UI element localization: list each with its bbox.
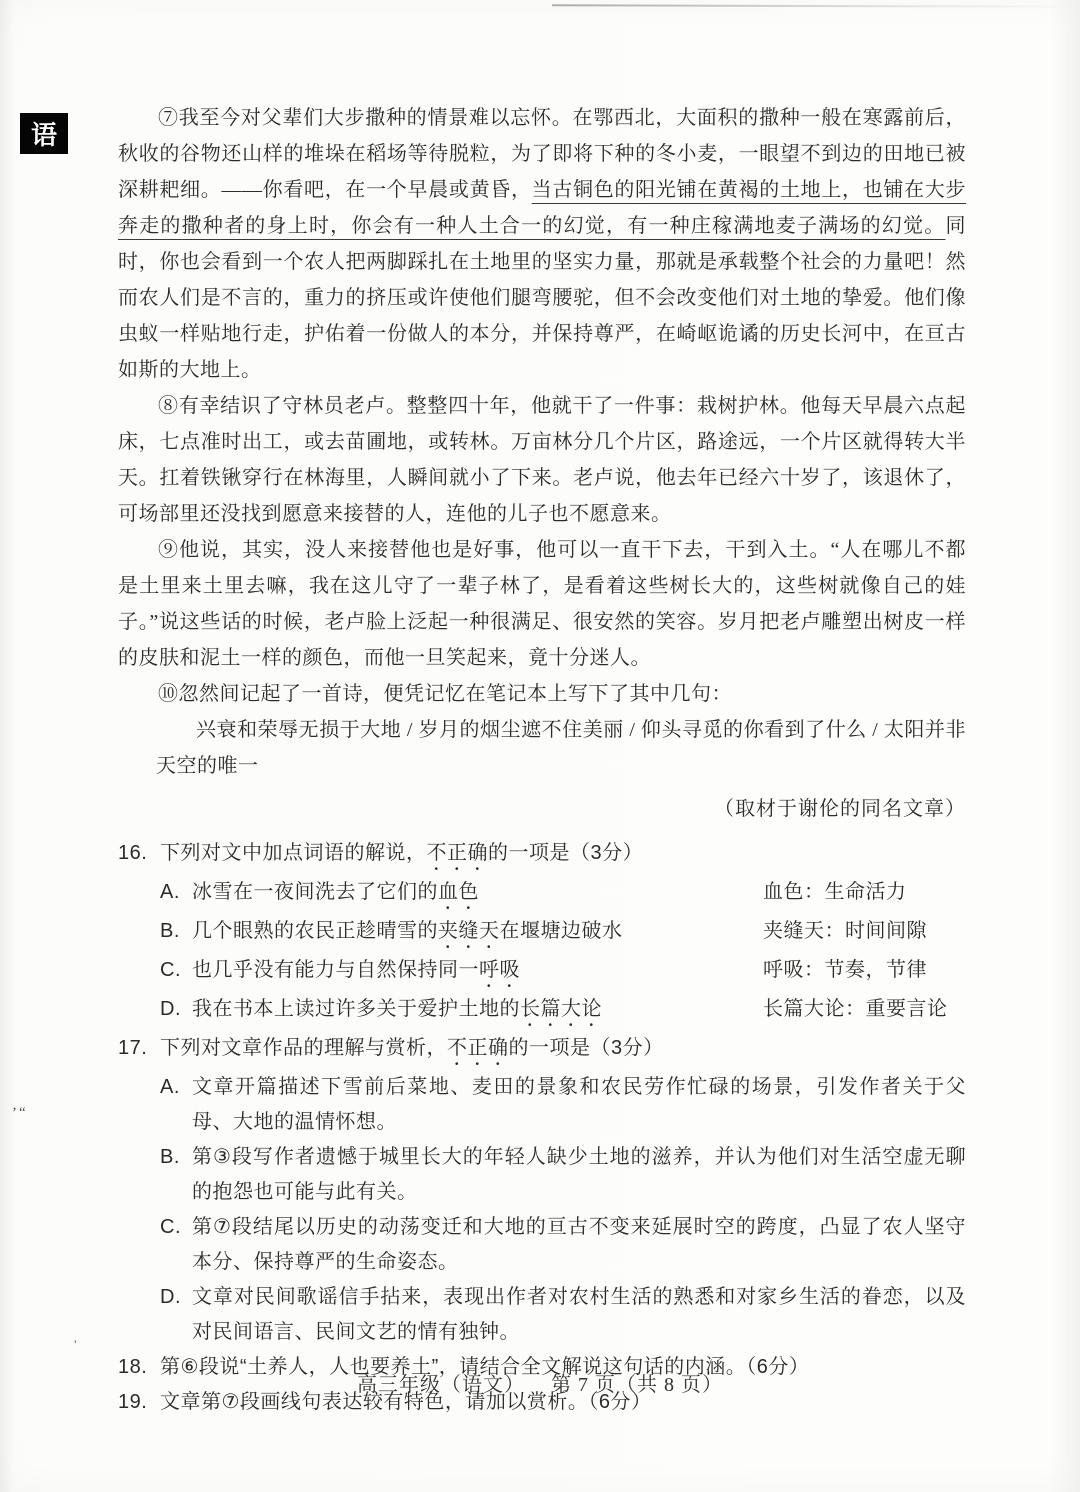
page-footer: [0, 1368, 1080, 1397]
dotted-term: 夹缝天: [438, 920, 500, 942]
question-18-text: 第⑥段说“土养人，人也要养土”，请结合全文解说这句话的内涵。（6分）: [160, 1356, 810, 1378]
option-text: 第⑦段结尾以历史的动荡变迁和大地的亘古不变来延展时空的跨度，凸显了农人坚守本分、保持尊严的生命姿态。: [192, 1216, 966, 1273]
option-letter: B.: [160, 1146, 180, 1168]
passage-paragraph-8: ⑧有幸结识了守林员老卢。整整四十年，他就干了一件事：栽树护林。他每天早晨六点起床，七点准时出工，或去苗圃地，或转林。万亩林分几个片区，路途远，一个片区就得转大半天。扛着铁锹穿行在林海里，人瞬间就小了下来。老卢说，他去年已经六十岁了，该退休了，可场部里还没找到愿意来接替的人，连他的儿子也不愿意来。: [118, 395, 966, 525]
option-gloss: 呼吸：节奏，节律: [763, 959, 927, 981]
dotted-term: 长篇大论: [520, 998, 602, 1020]
scan-mark-artifact: ’“: [12, 1105, 28, 1121]
question-17-option-d: [118, 1280, 966, 1350]
question-17-option-c: [118, 1210, 966, 1280]
option-letter: C.: [160, 959, 181, 981]
question-17-number: 17.: [118, 1037, 148, 1059]
question-17-emphasized-term: 不正确: [447, 1037, 509, 1059]
scan-mark-artifact: ’: [74, 1338, 78, 1352]
question-16-option-d: [118, 992, 966, 1031]
question-17-stem-pre: 下列对文章作品的理解与赏析，: [160, 1037, 447, 1059]
option-gloss: 长篇大论：重要言论: [763, 998, 948, 1020]
question-16-option-c: [118, 953, 966, 992]
option-text: 在堰塘边破水: [499, 920, 623, 942]
option-letter: D.: [160, 998, 181, 1020]
subject-tab: [20, 113, 68, 154]
option-text: 文章开篇描述下雪前后菜地、麦田的景象和农民劳作忙碌的场景，引发作者关于父母、大地的温情怀想。: [192, 1076, 966, 1133]
option-letter: C.: [160, 1216, 181, 1238]
option-text: 文章对民间歌谣信手拈来，表现出作者对农村生活的熟悉和对家乡生活的眷恋，以及对民间语言、民间文艺的情有独钟。: [192, 1286, 966, 1343]
paragraph-7-post: 同时，你也会看到一个农人把两脚踩扎在土地里的坚实力量，那就是承载整个社会的力量吧！然而农人们是不言的，重力的挤压或许使他们腿弯腰驼，但不会改变他们对土地的挚爱。他们像虫蚁一样贴地行走，护佑着一份做人的本分，并保持尊严，在崎岖诡谲的历史长河中，在亘古如斯的大地上。: [118, 215, 966, 381]
option-text: 我在书本上读过许多关于爱护土地的: [192, 998, 520, 1020]
question-19-text: 文章第⑦段画线句表达较有特色，请加以赏析。（6分）: [160, 1391, 652, 1413]
source-attribution: （取材于谢伦的同名文章）: [714, 798, 966, 820]
option-letter: A.: [160, 881, 180, 903]
dotted-term: 呼吸: [479, 959, 520, 981]
paragraph-7-pre: ⑦我至今对父辈们大步撒种的情景难以忘怀。在鄂西北，大面积的撒种一般在寒露前后，秋收的谷物还山样的堆垛在稻场等待脱粒，为了即将下种的冬小麦，一眼望不到边的田地已被深耕耙细。——你看吧，在一个早晨或黄昏，: [118, 107, 966, 201]
scan-streak-artifact: [552, 4, 1080, 7]
question-18-number: 18.: [118, 1356, 148, 1378]
question-section: [74, 836, 966, 1420]
underlined-sentence: 当古铜色的阳光铺在黄褐的土地上，也铺在大步奔走的撒种者的身上时，你会有一种人土合一的幻觉，有一种庄稼满地麦子满场的幻觉。: [118, 179, 967, 237]
question-16-number: 16.: [118, 842, 148, 864]
page-content: [74, 100, 967, 1420]
question-17-stem: [118, 1031, 966, 1070]
passage-paragraph-9: ⑨他说，其实，没人来接替他也是好事，他可以一直干下去，干到入土。“人在哪儿不都是土里来土里去嘛，我在这儿守了一辈子林了，是看着这些树长大的，这些树就像自己的娃子。”说这些话的时候，老卢脸上泛起一种很满足、很安然的笑容。岁月把老卢雕塑出树皮一样的皮肤和泥土一样的颜色，而他一旦笑起来，竟十分迷人。: [118, 539, 966, 669]
option-text: 冰雪在一夜间洗去了它们的: [192, 881, 438, 903]
option-gloss: 夹缝天：时间间隙: [763, 920, 927, 942]
question-16-stem-post: 的一项是（3分）: [488, 842, 644, 864]
option-letter: B.: [160, 920, 180, 942]
option-gloss: 血色：生命活力: [763, 881, 907, 903]
option-letter: A.: [160, 1076, 180, 1098]
option-text: 第③段写作者遗憾于城里长大的年轻人缺少土地的滋养，并认为他们对生活空虚无聊的抱怨也可能与此有关。: [192, 1146, 966, 1203]
subject-tab-label: 语: [30, 121, 57, 150]
question-16-stem: [118, 836, 966, 875]
option-letter: D.: [160, 1286, 181, 1308]
reading-passage: [118, 100, 966, 826]
question-16-stem-pre: 下列对文中加点词语的解说，: [160, 842, 427, 864]
option-text: 也几乎没有能力与自然保持同一: [192, 959, 479, 981]
grade-subject-label: 高三年级（语文）: [357, 1374, 525, 1396]
question-17-stem-post: 的一项是（3分）: [508, 1037, 664, 1059]
page-number: 第 7 页（共 8 页）: [551, 1374, 723, 1396]
question-16-option-a: [118, 875, 966, 914]
passage-paragraph-7: [118, 100, 966, 388]
dotted-term: 血色: [438, 881, 479, 903]
question-17-option-a: [118, 1070, 966, 1140]
question-17: [118, 1031, 966, 1350]
question-16-emphasized-term: 不正确: [426, 842, 488, 864]
quoted-poem: 兴衰和荣辱无损于大地 / 岁月的烟尘遮不住美丽 / 仰头寻觅的你看到了什么 / 太阳并非天空的唯一: [156, 719, 966, 777]
question-17-option-b: [118, 1140, 966, 1210]
question-16-option-b: [118, 914, 966, 953]
question-16: [118, 836, 966, 1031]
passage-paragraph-10-intro: ⑩忽然间记起了一首诗，便凭记忆在笔记本上写下了其中几句：: [158, 683, 732, 705]
option-text: 几个眼熟的农民正趁晴雪的: [192, 920, 438, 942]
question-19-number: 19.: [118, 1391, 148, 1413]
